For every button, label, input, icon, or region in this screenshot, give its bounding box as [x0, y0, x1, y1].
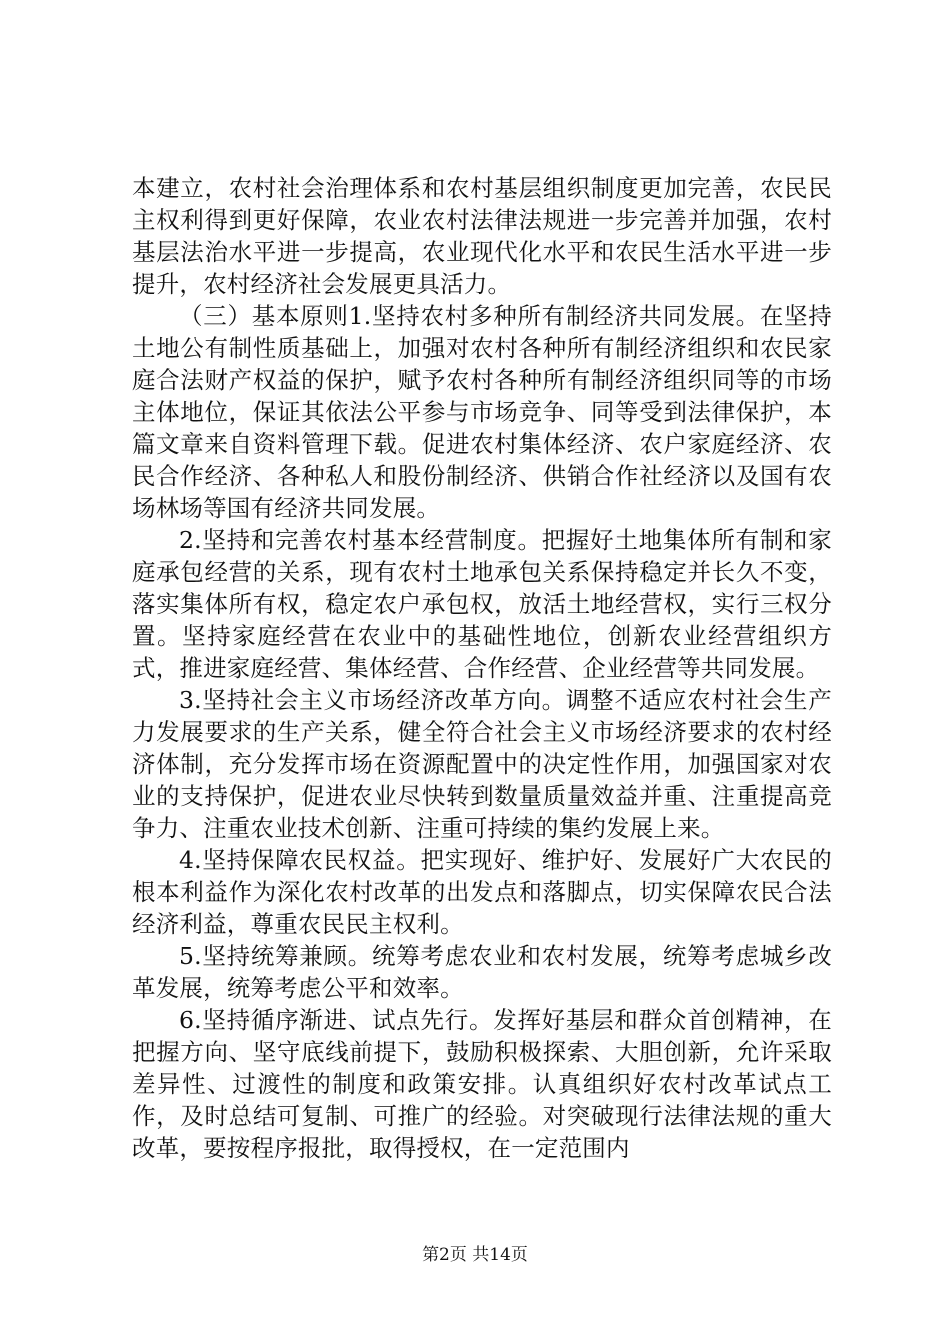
paragraph: 6.坚持循序渐进、试点先行。发挥好基层和群众首创精神，在把握方向、坚守底线前提下，鼓励积极探索、大胆创新，允许采取差异性、过渡性的制度和政策安排。认真组织好农村改革试点工作，及时总结可复制、可推广的经验。对突破现行法律法规的重大改革，要按程序报批，取得授权，在一定范围内: [132, 1006, 832, 1162]
document-body: [132, 172, 832, 1164]
paragraph: 4.坚持保障农民权益。把实现好、维护好、发展好广大农民的根本利益作为深化农村改革的出发点和落脚点，切实保障农民合法经济利益，尊重农民民主权利。: [132, 846, 832, 938]
paragraph: 5.坚持统筹兼顾。统筹考虑农业和农村发展，统筹考虑城乡改革发展，统筹考虑公平和效率。: [132, 942, 832, 1002]
paragraph: 本建立，农村社会治理体系和农村基层组织制度更加完善，农民民主权利得到更好保障，农业农村法律法规进一步完善并加强，农村基层法治水平进一步提高，农业现代化水平和农民生活水平进一步提升，农村经济社会发展更具活力。: [132, 174, 832, 298]
paragraph: 3.坚持社会主义市场经济改革方向。调整不适应农村社会生产力发展要求的生产关系，健全符合社会主义市场经济要求的农村经济体制，充分发挥市场在资源配置中的决定性作用，加强国家对农业的支持保护，促进农业尽快转到数量质量效益并重、注重提高竞争力、注重农业技术创新、注重可持续的集约发展上来。: [132, 686, 832, 842]
paragraph: 2.坚持和完善农村基本经营制度。把握好土地集体所有制和家庭承包经营的关系，现有农村土地承包关系保持稳定并长久不变，落实集体所有权，稳定农户承包权，放活土地经营权，实行三权分置。坚持家庭经营在农业中的基础性地位，创新农业经营组织方式，推进家庭经营、集体经营、合作经营、企业经营等共同发展。: [132, 526, 832, 682]
paragraph: （三）基本原则1.坚持农村多种所有制经济共同发展。在坚持土地公有制性质基础上，加强对农村各种所有制经济组织和农民家庭合法财产权益的保护，赋予农村各种所有制经济组织同等的市场主体地位，保证其依法公平参与市场竞争、同等受到法律保护，本篇文章来自资料管理下载。促进农村集体经济、农户家庭经济、农民合作经济、各种私人和股份制经济、供销合作社经济以及国有农场林场等国有经济共同发展。: [132, 302, 832, 522]
page-number-footer: 第2页 共14页: [422, 1245, 528, 1265]
